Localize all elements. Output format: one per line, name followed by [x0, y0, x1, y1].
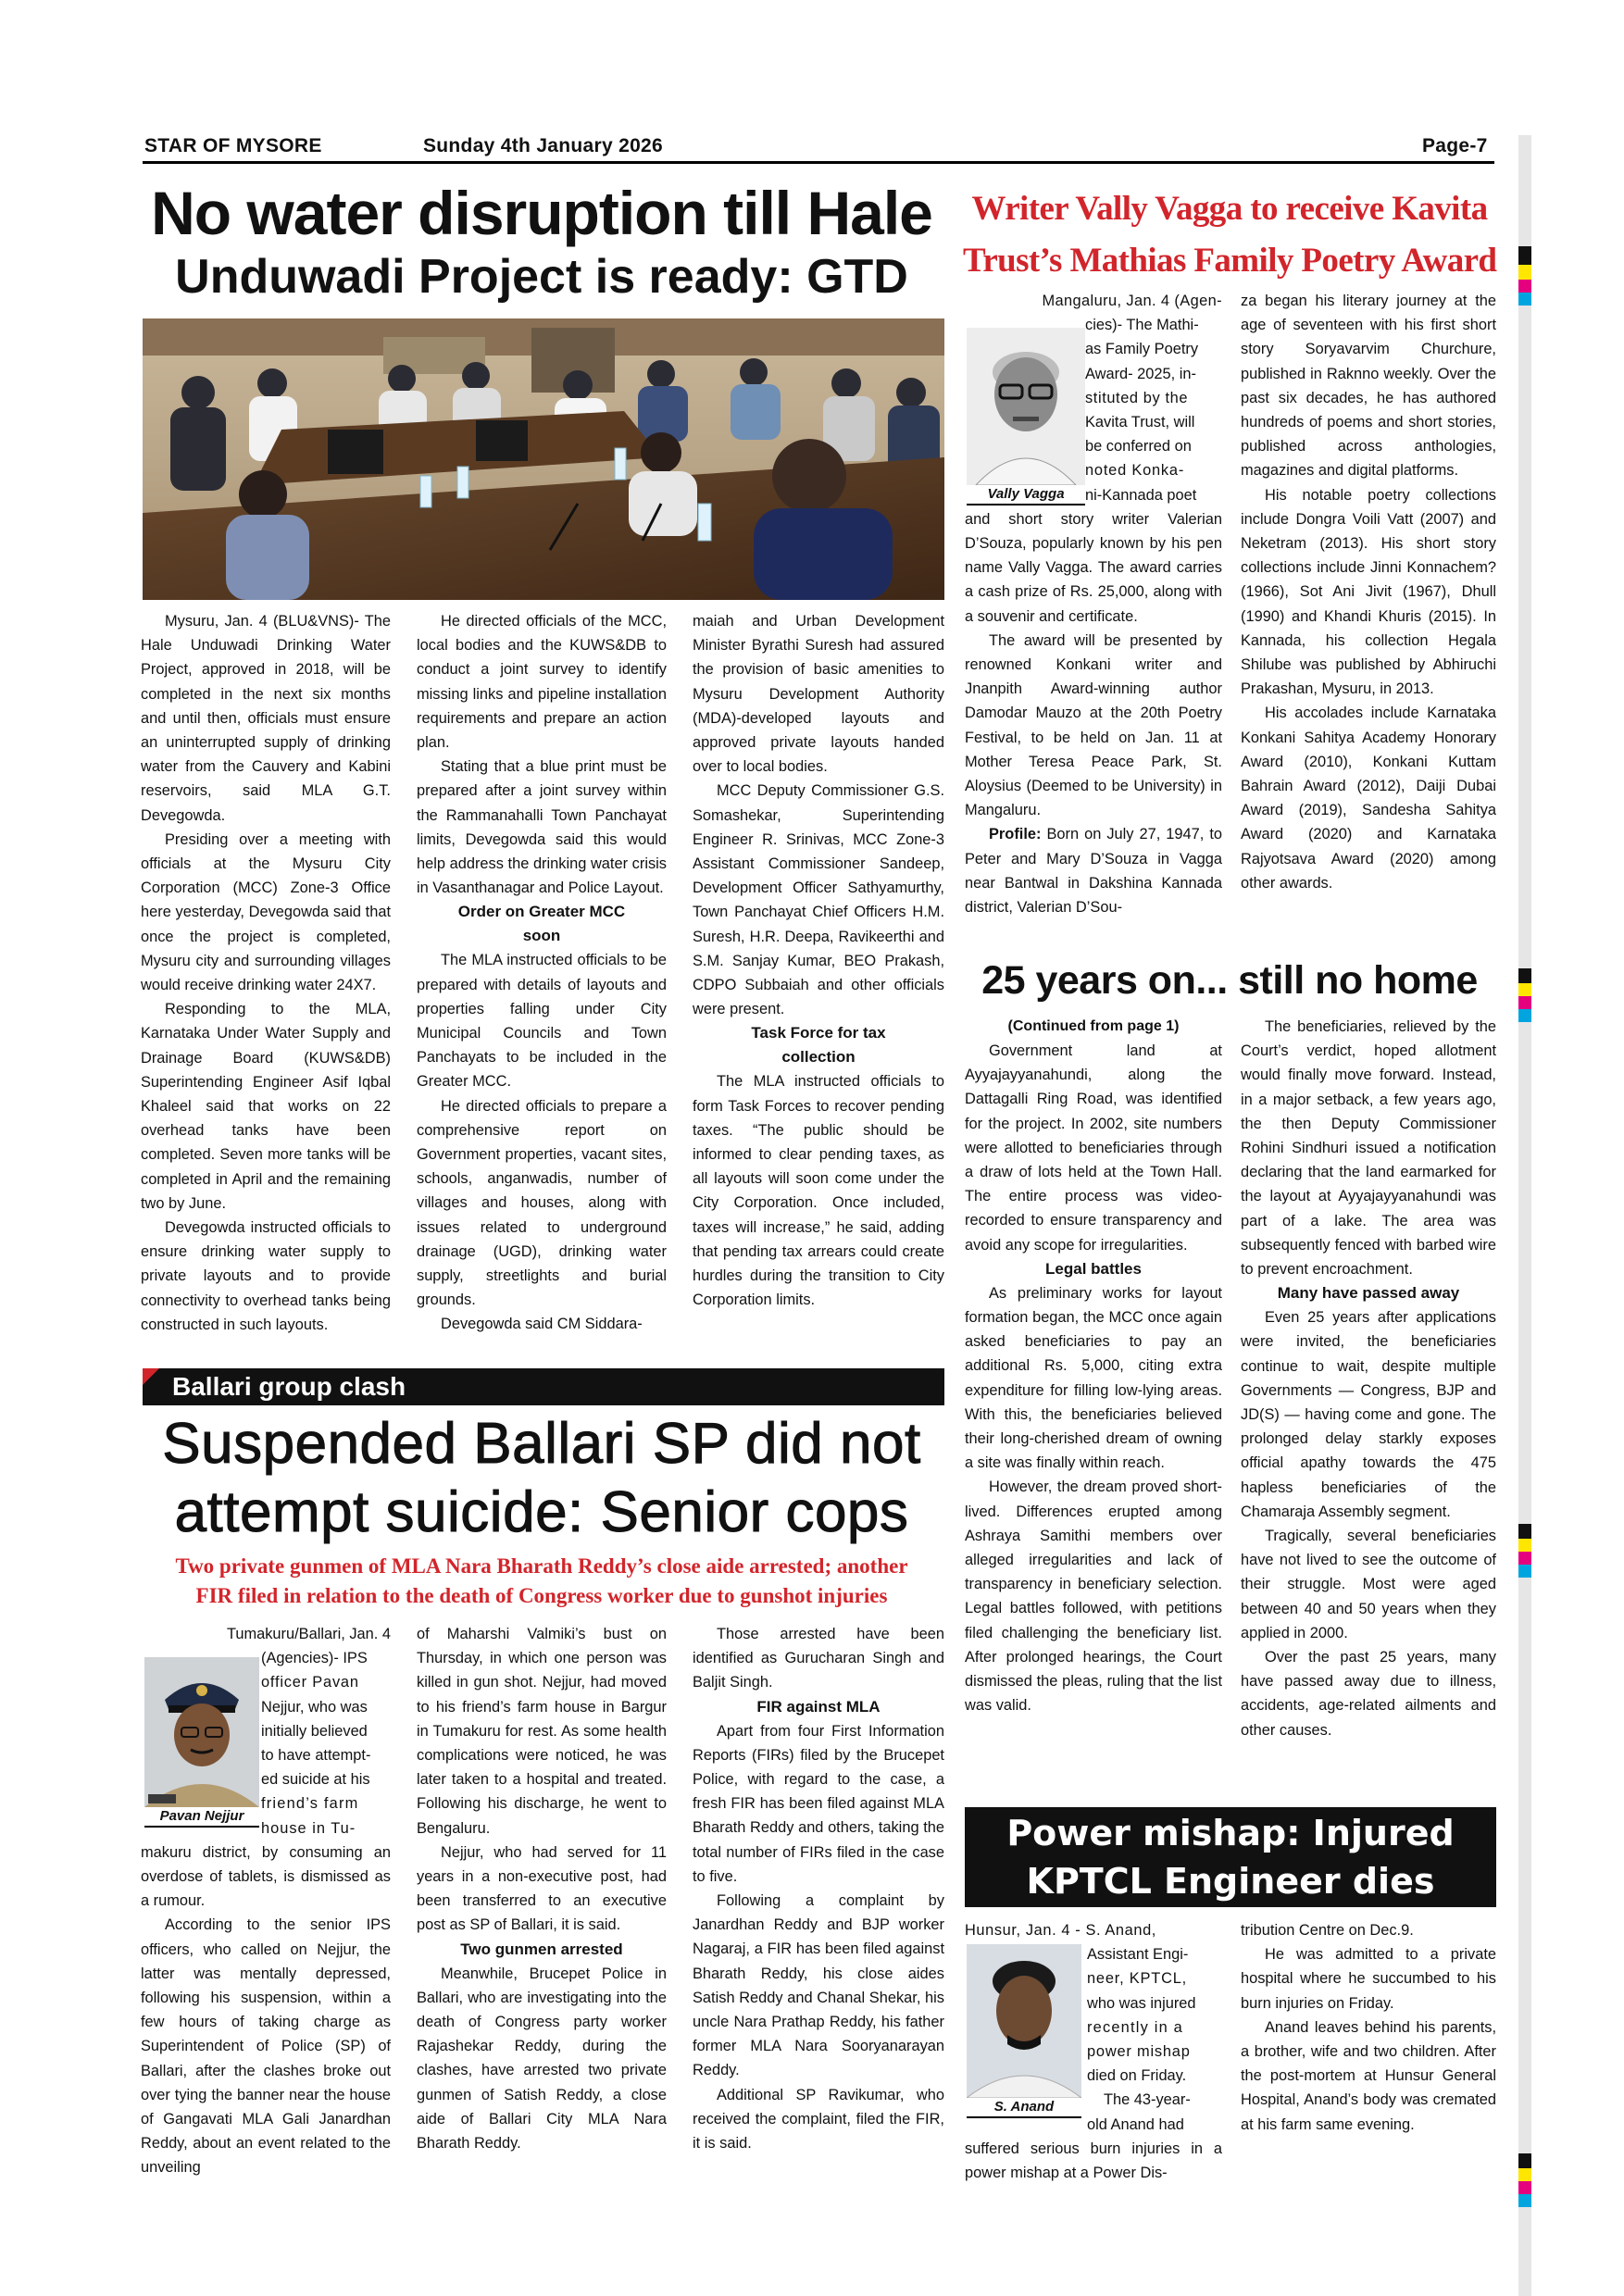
registration-mark — [1518, 293, 1531, 306]
story3-subhead-passed-away: Many have passed away — [1277, 1284, 1460, 1303]
story4-paragraph: makuru district, by consuming an overdose of tablets, is dismissed as a rumour. — [141, 1843, 391, 1910]
story4-dateline: Tumakuru/Ballari, Jan. 4 — [226, 1626, 391, 1642]
story1-paragraph: The MLA instructed officials to form Task Forces to recover pending taxes. “The public should be informed to clear pending taxes, as all layouts will soon come under the City Corporation. Once included, taxes will increase,” he said, adding that pending tax arrears could create hurdles during the transition to City Corporation limits. — [693, 1073, 944, 1309]
story4-column-1 — [141, 1622, 391, 2180]
story5-wrap-line: neer, KPTCL, — [1087, 1970, 1187, 1988]
story2-wrap-line: be conferred on — [1085, 438, 1192, 455]
story2-wrap-line: noted Konka- — [1085, 462, 1185, 480]
story4-paragraph: Apart from four First Information Reports (FIRs) filed by the Brucepet Police, with regard to the case, a fresh FIR has been filed against MLA Bharath Reddy and others, taking the total number of FIRs filed in the case to five. — [693, 1722, 944, 1885]
story1-column-3 — [693, 609, 944, 1312]
story3-column-2 — [1241, 1015, 1496, 1742]
story3-paragraph: Government land at Ayyajayyanahundi, along the Dattagalli Ring Road, was identified for the project. In 2002, site numbers were allotted to beneficiaries through a draw of lots held at the Town Hall. The entire process was video-recorded to ensure transparency and avoid any scope for irregularities. — [965, 1042, 1222, 1254]
s-anand-photo-caption: S. Anand — [967, 2098, 1081, 2118]
story2-paragraph: The award will be presented by renowned Konkani writer and Jnanpith Award-winning author Damodar Mauzo at the 20th Poetry Festival, to be held on Jan. 11 at Mother Teresa Peace Park, St. Aloysius (Deemed to be University) in Mangaluru. — [965, 631, 1222, 819]
registration-mark — [1518, 968, 1531, 983]
story5-wrap-line: who was injured — [1087, 1994, 1196, 2012]
story1-paragraph: He directed officials of the MCC, local bodies and the KUWS&DB to conduct a joint survey to identify missing links and pipeline installation requirements and prepare an action plan. — [417, 613, 667, 752]
story2-wrap-line: Award- 2025, in- — [1085, 365, 1196, 382]
story5-paragraph: suffered serious burn injuries in a power mishap at a Power Dis- — [965, 2140, 1222, 2182]
story3-paragraph: Even 25 years after applications were invited, the beneficiaries continue to wait, despite multiple Governments — Congress, BJP and JD(S) — having come and gone. The prolonged delay starkly exposes official apathy towards the 475 hapless beneficiaries of the Chamaraja Assembly segment. — [1241, 1309, 1496, 1520]
pavan-nejjur-photo-caption: Pavan Nejjur — [144, 1807, 259, 1828]
registration-mark — [1518, 1565, 1531, 1578]
story2-paragraph: and short story writer Valerian D’Souza, popularly known by his pen name Vally Vagga. The award carries a cash prize of Rs. 25,000, along with a souvenir and certificate. — [965, 510, 1222, 625]
story1-paragraph: Presiding over a meeting with officials at the Mysuru City Corporation (MCC) Zone-3 Office here yesterday, Devegowda said that once the project is completed, Mysuru city and surrounding villages would receive drinking water 24X7. — [141, 830, 391, 994]
registration-mark — [1518, 246, 1531, 265]
registration-mark — [1518, 265, 1531, 280]
print-registration-strip — [1518, 135, 1531, 2296]
story4-wrap-line: ed suicide at his — [261, 1771, 370, 1789]
registration-mark — [1518, 983, 1531, 996]
story4-subhead-gunmen: Two gunmen arrested — [460, 1940, 623, 1958]
story3-continued-note: (Continued from page 1) — [1007, 1018, 1180, 1034]
story4-paragraph: Following a complaint by Janardhan Reddy and BJP worker Nagaraj, a FIR has been filed against Bharath Reddy, his close aides Satish Reddy and Chanal Shekar, his uncle Nara Prathap Reddy, his father former MLA Nara Sooryanarayan Reddy. — [693, 1892, 944, 2079]
vally-vagga-photo-caption: Vally Vagga — [967, 485, 1085, 505]
story4-paragraph: Meanwhile, Brucepet Police in Ballari, who are investigating into the death of Congress party worker Rajashekar Reddy, during the clashes, have arrested two private gunmen of Satish Reddy, a close aide of Ballari City MLA Nara Bharath Reddy. — [417, 1965, 667, 2152]
story4-paragraph: Additional SP Ravikumar, who received the complaint, filed the FIR, it is said. — [693, 2086, 944, 2152]
registration-mark — [1518, 1009, 1531, 1022]
story2-dateline: Mangaluru, Jan. 4 (Agen- — [1042, 293, 1222, 309]
story4-headline-line2: attempt suicide: Senior cops — [174, 1480, 909, 1544]
story2-profile-text: Born on July 27, 1947, to Peter and Mary D’Souza in Vagga near Bantwal in Dakshina Kannada district, Valerian D’Sou- — [965, 826, 1222, 917]
header-rule — [143, 161, 1494, 164]
story1-subhead-task-force: Task Force for tax collection — [751, 1024, 886, 1067]
story4-paragraph: According to the senior IPS officers, who called on Nejjur, the latter was mentally depressed, following his suspension, within a few hours of taking charge as Superintendent of Police (SP) of Ballari, after the clashes broke out over tying the banner near the house of Gangavati MLA Gali Janardhan Reddy, about an event related to the unveiling — [141, 1916, 391, 2177]
issue-date: Sunday 4th January 2026 — [423, 135, 664, 156]
story5-wrap-line: recently in a — [1087, 2018, 1183, 2036]
ballari-kicker-bar — [143, 1368, 944, 1405]
story4-wrap-line: officer Pavan — [261, 1674, 359, 1691]
story1-headline-line2: Unduwadi Project is ready: GTD — [175, 250, 908, 304]
story1-column-2 — [417, 609, 667, 1337]
story4-deck-line1: Two private gunmen of MLA Nara Bharath Reddy’s close aide arrested; another — [175, 1554, 908, 1578]
masthead-name: STAR OF MYSORE — [144, 135, 322, 156]
story5-column-2 — [1241, 1918, 1496, 2137]
registration-mark — [1518, 1552, 1531, 1565]
story1-paragraph: Stating that a blue print must be prepared after a joint survey within the Rammanahalli Town Panchayat limits, Devegowda said this would help address the drinking water crisis in Vasanthanagar and Police Layout. — [417, 758, 667, 897]
ballari-kicker-text: Ballari group clash — [172, 1372, 406, 1401]
story3-paragraph: The beneficiaries, relieved by the Court’s verdict, hoped allotment would finally move forward. Instead, in a major setback, a few years ago, the then Deputy Commissioner Rohini Sindhuri issued a notification declaring that the land earmarked for the layout at Ayyajayyanahundi was part of a lake. The area was subsequently fenced with barbed wire to prevent encroachment. — [1241, 1018, 1496, 1279]
registration-mark — [1518, 1539, 1531, 1552]
story5-wrap-line: died on Friday. — [1087, 2067, 1187, 2085]
registration-mark — [1518, 2168, 1531, 2181]
story5-column-1 — [965, 1918, 1222, 2185]
story5-paragraph: Anand leaves behind his parents, a brother, wife and two children. After the post-mortem at Hunsur General Hospital, Anand’s body was cremated at his farm same evening. — [1241, 2018, 1496, 2133]
story5-headline-line2: KPTCL Engineer dies — [1026, 1861, 1435, 1902]
story5-paragraph: tribution Centre on Dec.9. — [1241, 1922, 1414, 1939]
story4-wrap-line: initially believed — [261, 1722, 368, 1740]
story5-headline-line1: Power mishap: Injured — [1006, 1813, 1455, 1853]
story2-wrap-line: cies)- The Mathi- — [1085, 317, 1199, 334]
story3-column-1 — [965, 1015, 1222, 1717]
story5-wrap-line: Assistant Engi- — [1087, 1946, 1189, 1964]
story2-paragraph: His accolades include Karnataka Konkani Sahitya Academy Honorary Award (2010), Konkani Kuttam Bahrain Award (2012), Daiji Dubai Award (2019), Sandesha Sahitya Award (2020) and Karnataka Rajyotsava Award (2020) among other awards. — [1241, 705, 1496, 892]
story5-wrap-line: power mishap — [1087, 2043, 1191, 2061]
story5-paragraph: He was admitted to a private hospital where he succumbed to his burn injuries on Friday. — [1241, 1946, 1496, 2012]
story2-wrap-line: ni-Kannada poet — [1085, 486, 1197, 504]
story1-paragraph: The MLA instructed officials to be prepared with details of layouts and properties falling under City Municipal Councils and Town Panchayats to be included in the Greater MCC. — [417, 952, 667, 1091]
story5-wrap-line: The 43-year- — [1104, 2091, 1191, 2109]
story4-deck-line2: FIR filed in relation to the death of Congress worker due to gunshot injuries — [195, 1584, 888, 1607]
story2-wrap-line: stituted by the — [1085, 389, 1189, 406]
story4-wrap-line: (Agencies)- IPS — [261, 1650, 368, 1667]
registration-mark — [1518, 2181, 1531, 2194]
meeting-photo — [143, 318, 944, 600]
kicker-red-corner — [143, 1368, 159, 1385]
story3-paragraph: Tragically, several beneficiaries have not lived to see the outcome of their struggle. Most were aged between 40 and 50 years when they applied in 2000. — [1241, 1528, 1496, 1641]
story4-subhead-fir: FIR against MLA — [756, 1697, 881, 1716]
registration-mark — [1518, 1524, 1531, 1539]
story4-wrap-line: house in Tu- — [261, 1819, 356, 1837]
story2-wrap-line: Kavita Trust, will — [1085, 414, 1195, 431]
story4-wrap-line: Nejjur, who was — [261, 1698, 368, 1716]
story5-dateline: Hunsur, Jan. 4 - S. Anand, — [965, 1922, 1156, 1939]
story3-headline: 25 years on... still no home — [981, 958, 1478, 1003]
story2-profile-label: Profile: — [989, 826, 1042, 843]
story3-paragraph: Over the past 25 years, many have passed away due to illness, accidents, age-related ailments and other causes. — [1241, 1649, 1496, 1739]
story3-paragraph: However, the dream proved short-lived. Differences erupted among Ashraya Samithi members over alleged irregularities and lack of transparency in beneficiary selection. Legal battles followed, with petitions filed challenging the beneficiary list. After prolonged hearings, the Court dismissed the pleas, ruling that the list was valid. — [965, 1479, 1222, 1715]
registration-mark — [1518, 996, 1531, 1009]
story4-paragraph: Those arrested have been identified as Gurucharan Singh and Baljit Singh. — [693, 1626, 944, 1691]
registration-mark — [1518, 2194, 1531, 2207]
story3-paragraph: As preliminary works for layout formation began, the MCC once again asked beneficiaries to pay an additional Rs. 5,000, citing extra expenditure for filling low-lying areas. With this, the beneficiaries believed their long-cherished dream of owning a site was finally within reach. — [965, 1284, 1222, 1472]
story5-wrap-line: old Anand had — [1087, 2115, 1184, 2133]
story1-paragraph: MCC Deputy Commissioner G.S. Somashekar, Superintending Engineer R. Srinivas, MCC Zone-3 Assistant Commissioner Sandeep, Development Officer Sathyamurthy, Town Panchayat Chief Officers H.M. Suresh, H.R. Deepa, Ravikeerthi and S.M. Sanjay Kumar, BEO Prakash, CDPO Subbaiah and other officials were present. — [693, 782, 944, 1018]
story2-profile-paragraph — [965, 822, 1222, 919]
story1-paragraph: Devegowda instructed officials to ensure drinking water supply to private layouts and to provide connectivity to overhead tanks being constructed in such layouts. — [141, 1219, 391, 1333]
story2-paragraph: za began his literary journey at the age of seventeen with his first short story Soryavarvim Churchure, published in Raknno weekly. Over the past six decades, he has authored hundreds of poems and short stories, published across anthologies, magazines and digital platforms. — [1241, 293, 1496, 480]
story2-wrap-line: as Family Poetry — [1085, 341, 1199, 358]
story1-subhead-greater-mcc: Order on Greater MCC soon — [457, 903, 626, 945]
story1-paragraph: Responding to the MLA, Karnataka Under Water Supply and Drainage Board (KUWS&DB) Superintending Engineer Asif Iqbal Khaleel said that works on 22 overhead tanks have been completed. Seven more tanks will be completed in April and the remaining two by June. — [141, 1001, 391, 1212]
story4-headline-line1: Suspended Ballari SP did not — [162, 1412, 921, 1476]
meeting-photo-image — [143, 318, 944, 600]
story1-paragraph: He directed officials to prepare a comprehensive report on Government properties, vacant sites, schools, anganwadis, number of villages and houses, along with issues related to underground drainage (UGD), drinking water supply, streetlights and burial grounds. — [417, 1097, 667, 1309]
story1-headline-line1: No water disruption till Hale — [151, 179, 932, 247]
registration-mark — [1518, 280, 1531, 293]
page-number: Page-7 — [1422, 135, 1488, 156]
story2-column-2 — [1241, 289, 1496, 895]
story1-paragraph: Mysuru, Jan. 4 (BLU&VNS)- The Hale Unduwadi Drinking Water Project, approved in 2018, will be completed in the next six months and until then, officials must ensure an uninterrupted supply of drinking water from the Cauvery and Kabini reservoirs, said MLA G.T. Devegowda. — [141, 613, 391, 824]
story4-column-2 — [417, 1622, 667, 2155]
story4-wrap-line: friend’s farm — [261, 1795, 359, 1813]
story3-subhead-legal-battles: Legal battles — [1045, 1259, 1142, 1278]
registration-mark — [1518, 2153, 1531, 2168]
story1-paragraph: maiah and Urban Development Minister Byrathi Suresh had assured the provision of basic amenities to Mysuru Development Authority (MDA)-developed layouts and approved private layouts handed over to local bodies. — [693, 613, 944, 776]
story4-wrap-line: to have attempt- — [261, 1747, 371, 1765]
story4-column-3 — [693, 1622, 944, 2155]
story1-column-1 — [141, 609, 391, 1337]
story2-headline-line1: Writer Vally Vagga to receive Kavita — [971, 190, 1488, 228]
story4-paragraph: Nejjur, who had served for 11 years in a non-executive post, had been transferred to an executive post as SP of Ballari, it is said. — [417, 1843, 667, 1934]
power-mishap-headline-box — [965, 1807, 1496, 1907]
story4-paragraph: of Maharshi Valmiki’s bust on Thursday, in which one person was killed in gun shot. Nejjur, had moved to his friend’s farm house in Bargur in Tumakuru for rest. As some health complications were noticed, he was later taken to a hospital and treated. Following his discharge, he went to Bengaluru. — [417, 1626, 667, 1837]
story1-paragraph: Devegowda said CM Siddara- — [441, 1316, 643, 1333]
story2-paragraph: His notable poetry collections include Dongra Voili Vatt (2007) and Neketram (2013). His short story collections include Jinni Konnachem? (1966), Sot Ani Jivit (1967), Dhull (1990) and Khandi Khuris (2015). In Kannada, his collection Hegala Shilube was published by Abhiruchi Prakashan, Mysuru, in 2013. — [1241, 486, 1496, 698]
story2-headline-line2: Trust’s Mathias Family Poetry Award — [963, 242, 1497, 280]
story2-column-1 — [965, 289, 1222, 919]
